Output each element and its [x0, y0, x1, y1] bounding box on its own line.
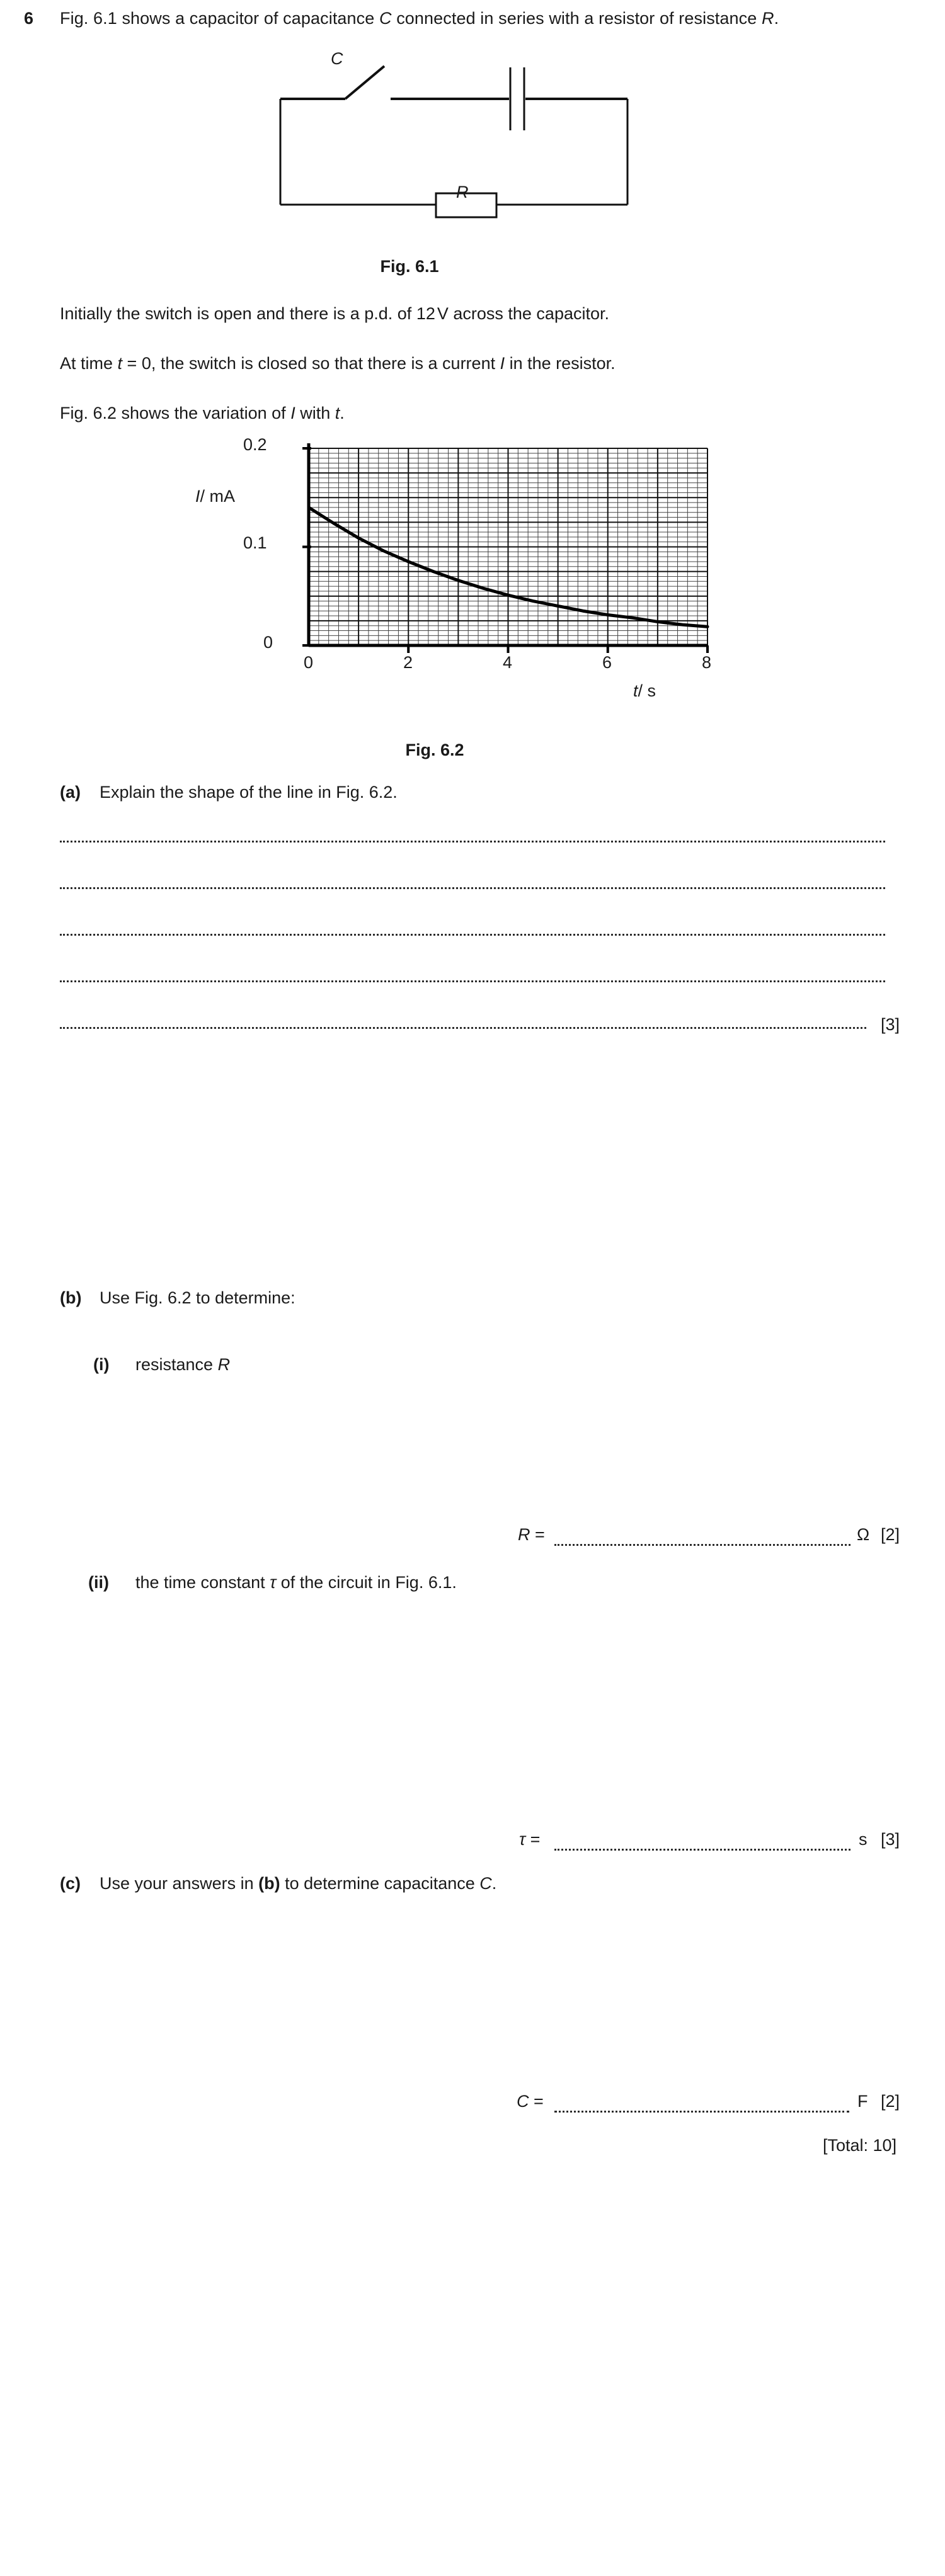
paragraph-fig62-intro: Fig. 6.2 shows the variation of I with t. — [60, 404, 345, 423]
answer-line-b-i[interactable] — [554, 1544, 850, 1546]
answer-unit-r: Ω — [857, 1525, 870, 1544]
x-tick-label-6: 6 — [602, 653, 612, 672]
answer-prefix-tau: τ = — [519, 1830, 541, 1849]
answer-unit-c: F — [857, 2092, 868, 2111]
part-a-label: (a) — [60, 783, 81, 802]
answer-line-a-4[interactable] — [60, 980, 885, 982]
part-b-ii-label: (ii) — [88, 1573, 109, 1592]
figure-6-2-caption: Fig. 6.2 — [405, 740, 464, 759]
y-tick-label-zero: 0 — [263, 633, 273, 652]
stem-text-b: connected in series with a resistor of resistance — [391, 9, 762, 28]
part-c-text: Use your answers in (b) to determine capacitance C. — [100, 1874, 497, 1893]
x-tick-label-0: 0 — [304, 653, 314, 672]
part-b-ii-text: the time constant τ of the circuit in Fig. 6.1. — [135, 1573, 457, 1592]
part-b-ii-marks: [3] — [881, 1830, 900, 1849]
part-b-text: Use Fig. 6.2 to determine: — [100, 1288, 295, 1307]
answer-line-c[interactable] — [554, 2111, 849, 2113]
answer-unit-tau: s — [859, 1830, 868, 1849]
y-tick-label-mid: 0.1 — [243, 533, 267, 552]
y-axis-title: I/ mA — [195, 487, 236, 506]
x-tick-label-2: 2 — [403, 653, 413, 672]
part-a-marks: [3] — [881, 1015, 900, 1034]
part-b-i-text: resistance R — [135, 1355, 231, 1374]
x-tick-label-4: 4 — [503, 653, 513, 672]
resistor-label: R — [456, 183, 469, 201]
answer-line-a-3[interactable] — [60, 934, 885, 936]
paragraph-switch-closed: At time t = 0, the switch is closed so that there is a current I in the resistor. — [60, 354, 616, 373]
answer-line-a-2[interactable] — [60, 887, 885, 889]
answer-line-b-ii[interactable] — [554, 1849, 850, 1851]
part-c-marks: [2] — [881, 2092, 900, 2111]
part-b-i-marks: [2] — [881, 1525, 900, 1544]
stem-text-a: Fig. 6.1 shows a capacitor of capacitance — [60, 9, 379, 28]
question-number: 6 — [24, 9, 34, 28]
figure-6-1-circuit-diagram — [265, 47, 680, 252]
question-stem — [60, 9, 779, 28]
figure-6-1-caption: Fig. 6.1 — [380, 257, 439, 276]
total-marks: [Total: 10] — [823, 2136, 897, 2155]
capacitor-label: C — [331, 49, 343, 68]
part-c-label: (c) — [60, 1874, 81, 1893]
part-b-label: (b) — [60, 1288, 82, 1307]
stem-text-c: . — [774, 9, 779, 28]
stem-symbol-c: C — [379, 9, 392, 28]
stem-symbol-r: R — [761, 9, 774, 28]
part-a-text: Explain the shape of the line in Fig. 6.2. — [100, 783, 398, 802]
answer-line-a-5[interactable] — [60, 1027, 866, 1029]
answer-prefix-r: R = — [518, 1525, 545, 1544]
paragraph-initial-conditions: Initially the switch is open and there is a p.d. of 12 V across the capacitor. — [60, 304, 610, 323]
x-axis-title: t/ s — [633, 681, 656, 700]
y-tick-label-top: 0.2 — [243, 435, 267, 454]
x-tick-label-8: 8 — [702, 653, 712, 672]
part-b-i-label: (i) — [93, 1355, 110, 1374]
figure-6-2-graph — [277, 434, 731, 689]
answer-line-a-1[interactable] — [60, 841, 885, 843]
answer-prefix-c: C = — [517, 2092, 544, 2111]
